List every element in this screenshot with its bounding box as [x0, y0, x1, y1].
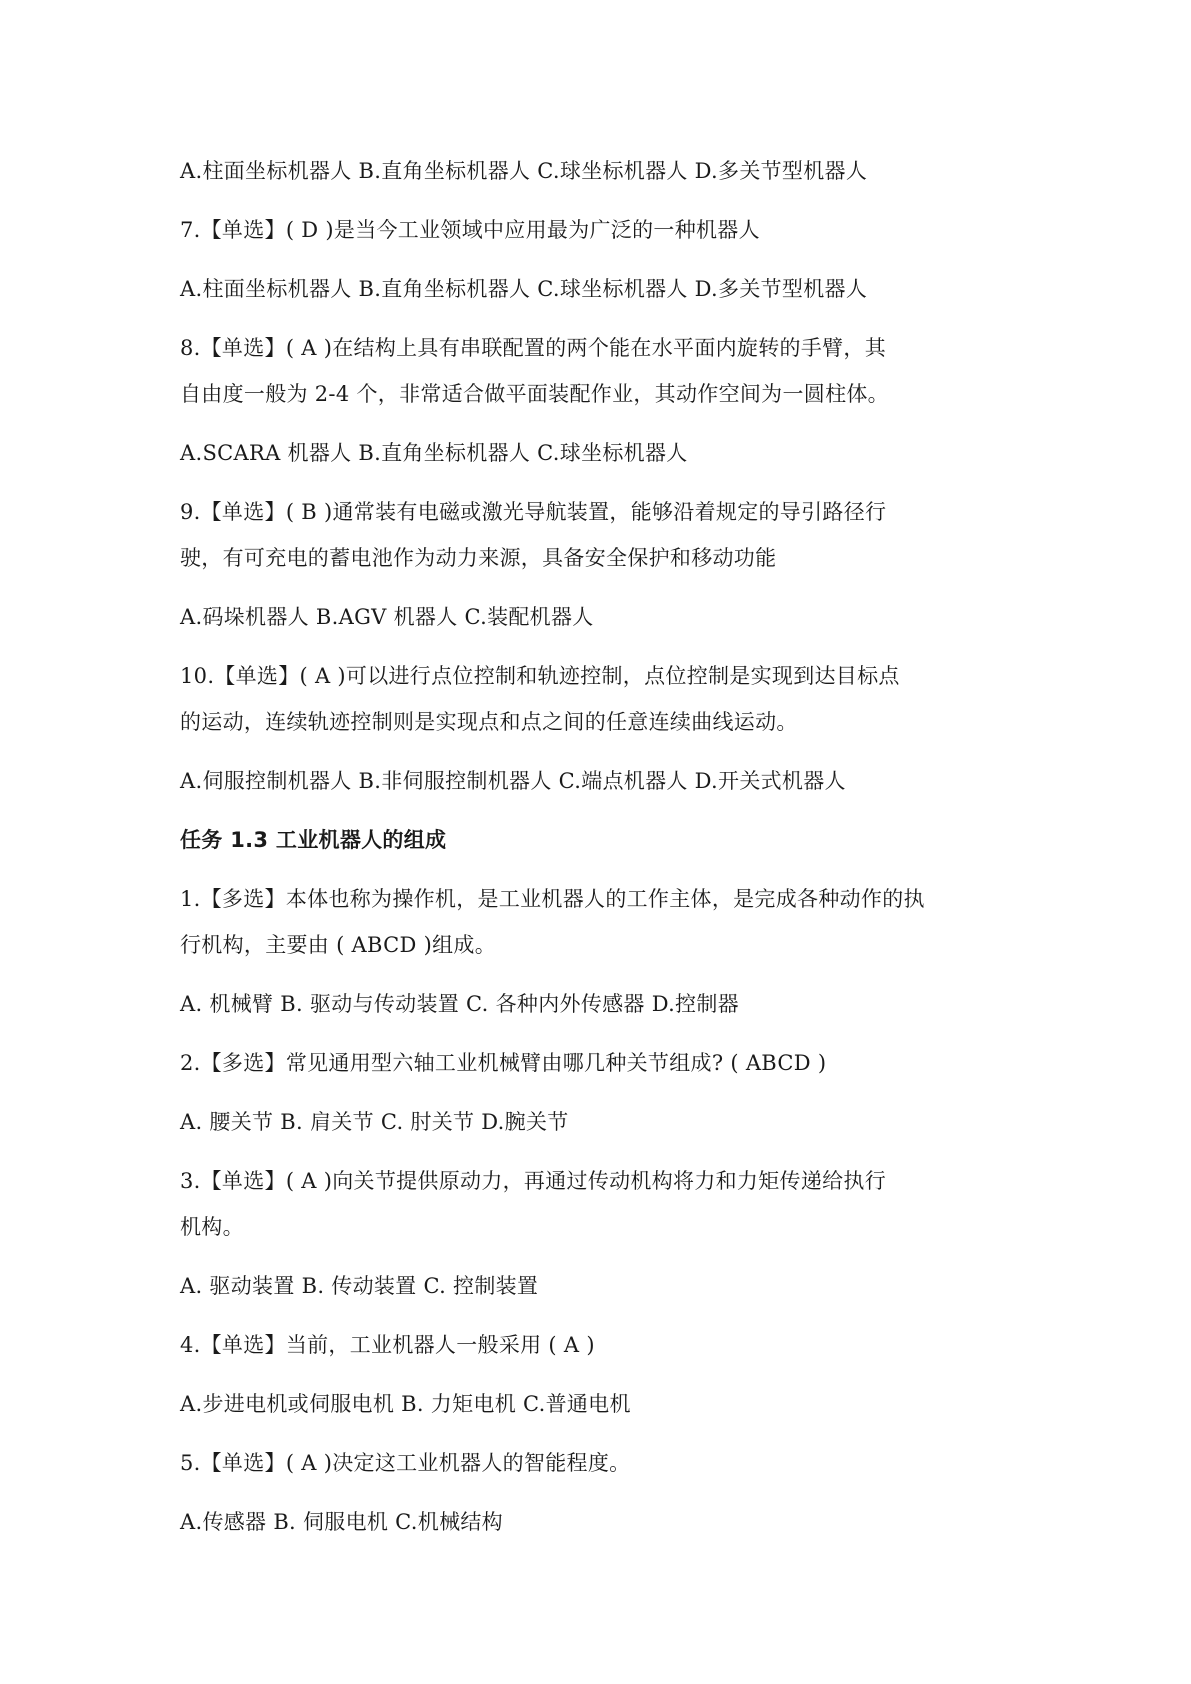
question-9 — [180, 489, 1015, 581]
document-content — [180, 148, 1015, 1545]
question-text: 9.【单选】( B )通常装有电磁或激光导航装置，能够沿着规定的导引路径行 — [180, 500, 887, 524]
question-10 — [180, 653, 1015, 745]
section-heading: 任务 1.3 工业机器人的组成 — [180, 828, 447, 852]
question-1 — [180, 876, 1015, 968]
question-text: 5.【单选】( A )决定这工业机器人的智能程度。 — [180, 1451, 631, 1475]
answer-options: A.步进电机或伺服电机 B. 力矩电机 C.普通电机 — [180, 1392, 631, 1416]
answer-options: A. 机械臂 B. 驱动与传动装置 C. 各种内外传感器 D.控制器 — [180, 992, 739, 1016]
question-text: 3.【单选】( A )向关节提供原动力，再通过传动机构将力和力矩传递给执行 — [180, 1169, 887, 1193]
question-text: 8.【单选】( A )在结构上具有串联配置的两个能在水平面内旋转的手臂，其 — [180, 336, 887, 360]
question-text: 7.【单选】( D )是当今工业领域中应用最为广泛的一种机器人 — [180, 218, 760, 242]
question-text: 的运动，连续轨迹控制则是实现点和点之间的任意连续曲线运动。 — [180, 710, 798, 734]
question-5 — [180, 1440, 1015, 1486]
answer-options: A.柱面坐标机器人 B.直角坐标机器人 C.球坐标机器人 D.多关节型机器人 — [180, 277, 868, 301]
question-text: 驶，有可充电的蓄电池作为动力来源，具备安全保护和移动功能 — [180, 546, 777, 570]
question-7 — [180, 207, 1015, 253]
question-text: 行机构，主要由 ( ABCD )组成。 — [180, 933, 497, 957]
answer-options: A. 驱动装置 B. 传动装置 C. 控制装置 — [180, 1274, 539, 1298]
answer-options: A.伺服控制机器人 B.非伺服控制机器人 C.端点机器人 D.开关式机器人 — [180, 769, 846, 793]
question-text: 10.【单选】( A )可以进行点位控制和轨迹控制，点位控制是实现到达目标点 — [180, 664, 900, 688]
question-text: 1.【多选】本体也称为操作机，是工业机器人的工作主体，是完成各种动作的执 — [180, 887, 925, 911]
answer-options: A.传感器 B. 伺服电机 C.机械结构 — [180, 1510, 503, 1534]
answer-options: A.SCARA 机器人 B.直角坐标机器人 C.球坐标机器人 — [180, 441, 688, 465]
question-text: 4.【单选】当前，工业机器人一般采用 ( A ) — [180, 1333, 595, 1357]
question-8 — [180, 325, 1015, 417]
answer-options: A.码垛机器人 B.AGV 机器人 C.装配机器人 — [180, 605, 594, 629]
answer-options: A. 腰关节 B. 肩关节 C. 肘关节 D.腕关节 — [180, 1110, 569, 1134]
question-text: 2.【多选】常见通用型六轴工业机械臂由哪几种关节组成? ( ABCD ) — [180, 1051, 827, 1075]
question-3 — [180, 1158, 1015, 1250]
question-2 — [180, 1040, 1015, 1086]
question-4 — [180, 1322, 1015, 1368]
question-text: 自由度一般为 2-4 个，非常适合做平面装配作业，其动作空间为一圆柱体。 — [180, 382, 889, 406]
question-text: 机构。 — [180, 1215, 244, 1239]
answer-options: A.柱面坐标机器人 B.直角坐标机器人 C.球坐标机器人 D.多关节型机器人 — [180, 159, 868, 183]
